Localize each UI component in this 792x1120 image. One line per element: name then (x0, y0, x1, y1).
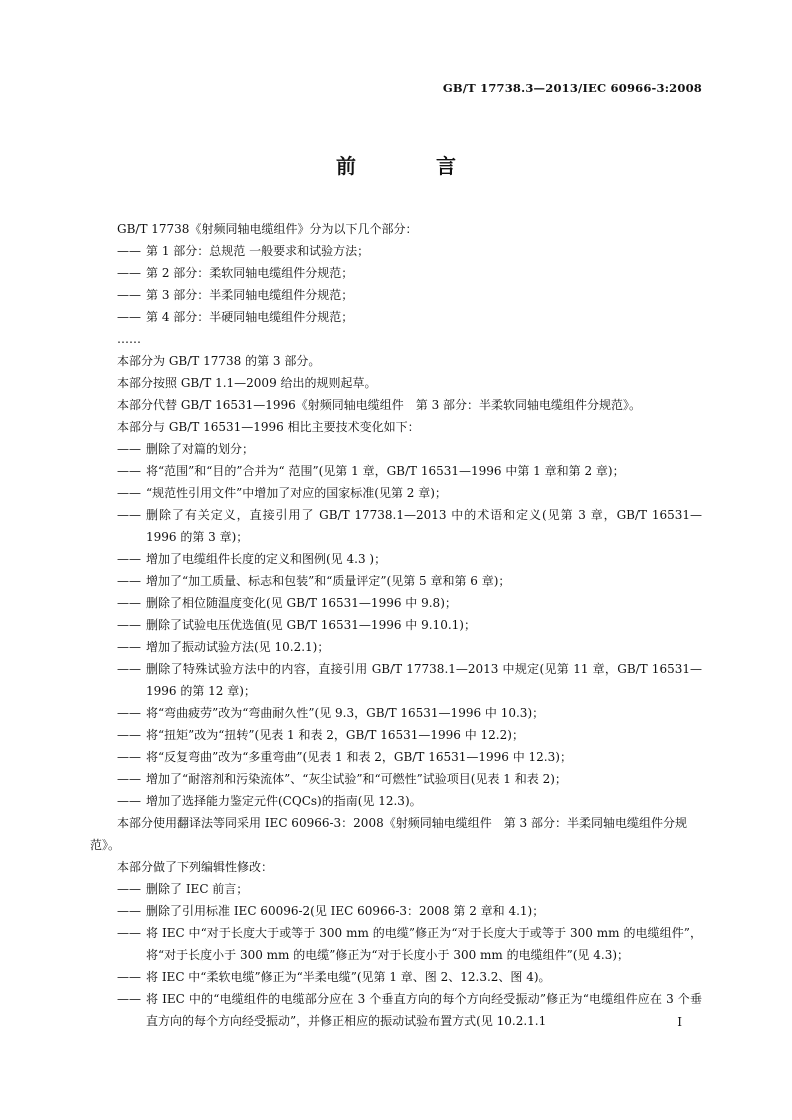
list-dash: —— (117, 926, 141, 940)
list-dash: —— (117, 310, 141, 324)
paragraph: 本部分与 GB/T 16531—1996 相比主要技术变化如下： (117, 420, 420, 434)
list-dash: —— (117, 750, 141, 764)
part-list-item: —— 第 1 部分：总规范 一般要求和试验方法； (90, 240, 702, 262)
paragraph: 本部分做了下列编辑性修改： (117, 860, 274, 874)
list-dash: —— (117, 552, 141, 566)
edit-list-item: —— 删除了引用标准 IEC 60096-2(见 IEC 60966-3：2008 第 2 章和 4.1)； (90, 900, 702, 922)
list-dash: —— (117, 442, 141, 456)
edit-list-item: —— 将 IEC 中的“电缆组件的电缆部分应在 3 个垂直方向的每个方向经受振动”修正为“电缆组件应在 3 个垂直方向的每个方向经受振动”，并修正相应的振动试验布置方式(见 10.2.1.1 (90, 988, 702, 1032)
list-dash: —— (117, 266, 141, 280)
edit-list-item: —— 将 IEC 中“对于长度大于或等于 300 mm 的电缆”修正为“对于长度大于或等于 300 mm 的电缆组件”，将“对于长度小于 300 mm 的电缆”修正为“对于长度小于 300 mm 的电缆组件”(见 4.3)； (90, 922, 702, 966)
list-dash: —— (117, 640, 141, 654)
part-list-item: —— 第 4 部分：半硬同轴电缆组件分规范； (90, 306, 702, 328)
paragraph: 本部分按照 GB/T 1.1—2009 给出的规则起草。 (117, 376, 377, 390)
change-list-item: —— 增加了振动试验方法(见 10.2.1)； (90, 636, 702, 658)
list-dash: —— (117, 706, 141, 720)
ellipsis: …… (117, 332, 141, 346)
change-list-item: —— “规范性引用文件”中增加了对应的国家标准(见第 2 章)； (90, 482, 702, 504)
change-list-item: —— 将“范围”和“目的”合并为“ 范围”(见第 1 章，GB/T 16531—1996 中第 1 章和第 2 章)； (90, 460, 702, 482)
change-list-item: —— 将“弯曲疲劳”改为“弯曲耐久性”(见 9.3，GB/T 16531—1996 中 10.3)； (90, 702, 702, 724)
edit-list-item: —— 将 IEC 中“柔软电缆”修正为“半柔电缆”(见第 1 章、图 2、12.3.2、图 4)。 (90, 966, 702, 988)
edit-list-item: —— 删除了 IEC 前言； (90, 878, 702, 900)
list-dash: —— (117, 508, 141, 522)
list-dash: —— (117, 464, 141, 478)
list-dash: —— (117, 288, 141, 302)
change-list-item: —— 增加了“耐溶剂和污染流体”、“灰尘试验”和“可燃性”试验项目(见表 1 和表 2)； (90, 768, 702, 790)
list-dash: —— (117, 904, 141, 918)
list-dash: —— (117, 772, 141, 786)
list-dash: —— (117, 662, 141, 676)
list-dash: —— (117, 970, 141, 984)
foreword-body (90, 218, 702, 1032)
list-dash: —— (117, 574, 141, 588)
list-dash: —— (117, 728, 141, 742)
list-dash: —— (117, 618, 141, 632)
change-list-item: —— 增加了选择能力鉴定元件(CQCs)的指南(见 12.3)。 (90, 790, 702, 812)
change-list-item: —— 将“扭矩”改为“扭转”(见表 1 和表 2，GB/T 16531—1996 中 12.2)； (90, 724, 702, 746)
page-number: I (677, 1015, 682, 1029)
list-dash: —— (117, 244, 141, 258)
list-dash: —— (117, 486, 141, 500)
intro-paragraph: GB/T 17738《射频同轴电缆组件》分为以下几个部分： (117, 222, 418, 236)
change-list-item: —— 删除了有关定义，直接引用了 GB/T 17738.1—2013 中的术语和定义(见第 3 章，GB/T 16531—1996 的第 3 章)； (90, 504, 702, 548)
paragraph: 本部分为 GB/T 17738 的第 3 部分。 (117, 354, 321, 368)
list-dash: —— (117, 794, 141, 808)
change-list-item: —— 删除了对篇的划分； (90, 438, 702, 460)
change-list-item: —— 删除了特殊试验方法中的内容，直接引用 GB/T 17738.1—2013 中规定(见第 11 章，GB/T 16531—1996 的第 12 章)； (90, 658, 702, 702)
page-title: 前 言 (336, 154, 486, 178)
document-code-header: GB/T 17738.3—2013/IEC 60966-3:2008 (442, 81, 702, 95)
part-list-item: —— 第 3 部分：半柔同轴电缆组件分规范； (90, 284, 702, 306)
change-list-item: —— 删除了试验电压优选值(见 GB/T 16531—1996 中 9.10.1)； (90, 614, 702, 636)
paragraph: 本部分代替 GB/T 16531—1996《射频同轴电缆组件 第 3 部分：半柔软同轴电缆组件分规范》。 (117, 398, 642, 412)
change-list-item: —— 增加了“加工质量、标志和包装”和“质量评定”(见第 5 章和第 6 章)； (90, 570, 702, 592)
list-dash: —— (117, 992, 141, 1006)
paragraph: 本部分使用翻译法等同采用 IEC 60966-3：2008《射频同轴电缆组件 第 3 部分：半柔同轴电缆组件分规范》。 (90, 816, 687, 852)
change-list-item: —— 删除了相位随温度变化(见 GB/T 16531—1996 中 9.8)； (90, 592, 702, 614)
list-dash: —— (117, 596, 141, 610)
part-list-item: —— 第 2 部分：柔软同轴电缆组件分规范； (90, 262, 702, 284)
change-list-item: —— 将“反复弯曲”改为“多重弯曲”(见表 1 和表 2，GB/T 16531—1996 中 12.3)； (90, 746, 702, 768)
change-list-item: —— 增加了电缆组件长度的定义和图例(见 4.3 )； (90, 548, 702, 570)
list-dash: —— (117, 882, 141, 896)
